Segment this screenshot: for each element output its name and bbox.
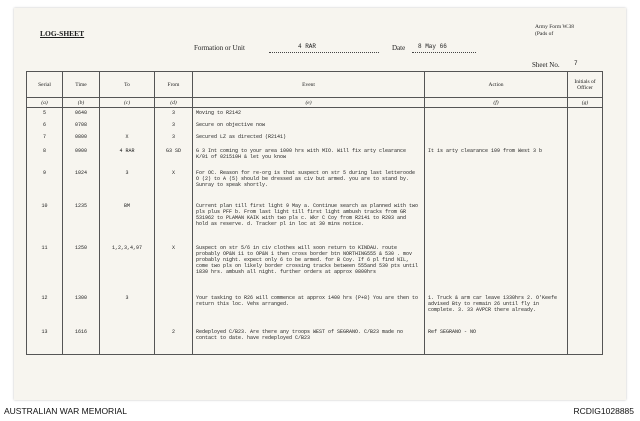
initials-cell <box>568 146 603 168</box>
log-entry-row <box>27 108 603 120</box>
column-header-serial: Serial <box>27 72 63 98</box>
formation-value: 4 RAR <box>298 43 317 50</box>
event-cell: Secure on objective now <box>193 120 425 132</box>
initials-cell <box>568 120 603 132</box>
action-cell <box>425 108 568 120</box>
log-entry-row <box>27 132 603 146</box>
serial-cell: 10 <box>27 201 63 243</box>
from-cell <box>155 201 193 243</box>
to-cell: BM <box>100 201 155 243</box>
log-entry-row <box>27 146 603 168</box>
serial-cell: 11 <box>27 243 63 293</box>
serial-cell: 9 <box>27 168 63 201</box>
time-cell: 1250 <box>63 243 100 293</box>
log-sheet-title: LOG-SHEET <box>40 29 85 38</box>
serial-cell: 7 <box>27 132 63 146</box>
initials-cell <box>568 327 603 355</box>
initials-cell <box>568 201 603 243</box>
event-cell: Redeployed C/B23. Are there any troops WEST of SEGRANO. C/B23 made no contact to date. have redeployed C/B23 <box>193 327 425 355</box>
event-cell: Current plan till first light 9 May a. Continue search as planned with two pls plus PFF b. From last light till first light ambush tracks from GR 531962 to PLAMAN KAIK with two pls c. Wkr C Coy from R2141 to R203 and hold as reserve. d. Tracker pl in loc at 30 mins notice. <box>193 201 425 243</box>
log-table <box>26 71 603 355</box>
time-cell: 1300 <box>63 293 100 327</box>
initials-cell <box>568 108 603 120</box>
column-letter-e: (e) <box>193 98 425 108</box>
serial-cell: 13 <box>27 327 63 355</box>
from-cell: 3 <box>155 132 193 146</box>
column-header-from: From <box>155 72 193 98</box>
time-cell: 0800 <box>63 132 100 146</box>
column-letter-f: (f) <box>425 98 568 108</box>
event-cell: Secured LZ as directed (R2141) <box>193 132 425 146</box>
initials-cell <box>568 132 603 146</box>
footer-archive-name: AUSTRALIAN WAR MEMORIAL <box>4 406 127 416</box>
action-cell <box>425 132 568 146</box>
army-form-number <box>535 24 574 37</box>
from-cell: 3 <box>155 108 193 120</box>
column-letter-c: (c) <box>100 98 155 108</box>
action-cell: 1. Truck & arm car leave 1330hrs 2. O'Keefe advised Bty to remain 26 until fly in complete. 3. 33 AVPCR there already. <box>425 293 568 327</box>
to-cell: X <box>100 132 155 146</box>
from-cell: G3 SD <box>155 146 193 168</box>
column-header-time: Time <box>63 72 100 98</box>
to-cell: 3 <box>100 168 155 201</box>
column-letter-g: (g) <box>568 98 603 108</box>
from-cell <box>155 293 193 327</box>
action-cell <box>425 243 568 293</box>
log-entry-row <box>27 168 603 201</box>
log-entry-row <box>27 243 603 293</box>
from-cell: X <box>155 168 193 201</box>
event-cell: For OC. Reason for re-org is that suspect on str 5 during last letteroode O (2) to A (5) should be dressed as civ but armed. you are to stand by. Sunray to speak shortly. <box>193 168 425 201</box>
column-header-initials: Initials of Officer <box>568 72 603 98</box>
from-cell: 2 <box>155 327 193 355</box>
serial-cell: 12 <box>27 293 63 327</box>
event-cell: Suspect on str 5/6 in civ clothes will soon return to KINDAU. route probably OP&N 11 to OP&N 1 then cross border btn NORTHING555 & 530 . mov probably night. expect only 6 to be armed. for B Coy. If 6 pl find NIL, come two pls on likely border crossing tracks between 555and 530 pts until 1830 hrs. ambush all night. further orders at approx 0800hrs <box>193 243 425 293</box>
time-cell: 0640 <box>63 108 100 120</box>
army-form-line-2: (Pads of <box>535 30 554 37</box>
time-cell: 0900 <box>63 146 100 168</box>
log-entry-row <box>27 120 603 132</box>
sheet-number-value: 7 <box>574 60 578 67</box>
to-cell <box>100 120 155 132</box>
column-header-to: To <box>100 72 155 98</box>
to-cell: 3 <box>100 293 155 327</box>
action-cell <box>425 120 568 132</box>
action-cell: It is arty clearance 109 from West 3 b <box>425 146 568 168</box>
action-cell <box>425 168 568 201</box>
log-entries <box>27 108 603 355</box>
date-label: Date <box>392 44 406 52</box>
serial-cell: 5 <box>27 108 63 120</box>
column-header-row <box>27 72 603 98</box>
date-value: 8 May 66 <box>418 43 447 50</box>
column-header-event: Event <box>193 72 425 98</box>
army-form-line-1: Army Form W.38 <box>535 24 574 30</box>
column-letter-d: (d) <box>155 98 193 108</box>
column-letter-a: (a) <box>27 98 63 108</box>
formation-label: Formation or Unit <box>194 44 245 52</box>
time-cell: 1616 <box>63 327 100 355</box>
serial-cell: 6 <box>27 120 63 132</box>
time-cell: 1235 <box>63 201 100 243</box>
to-cell: 1,2,3,4,97 <box>100 243 155 293</box>
initials-cell <box>568 168 603 201</box>
formation-dotted-line <box>269 52 379 53</box>
log-entry-row <box>27 327 603 355</box>
column-header-action: Action <box>425 72 568 98</box>
event-cell: Your tasking to R26 will commence at approx 1400 hrs (P+8) You are then to return this loc. Vehs arranged. <box>193 293 425 327</box>
to-cell <box>100 108 155 120</box>
action-cell <box>425 201 568 243</box>
action-cell: Ref SEGRANO - NO <box>425 327 568 355</box>
initials-cell <box>568 293 603 327</box>
from-cell: X <box>155 243 193 293</box>
footer-record-id: RCDIG1028885 <box>573 406 634 416</box>
column-letter-row <box>27 98 603 108</box>
sheet-number-label: Sheet No. <box>532 61 560 69</box>
column-letter-b: (b) <box>63 98 100 108</box>
event-cell: Moving to R2142 <box>193 108 425 120</box>
initials-cell <box>568 243 603 293</box>
time-cell: 0708 <box>63 120 100 132</box>
serial-cell: 8 <box>27 146 63 168</box>
to-cell: 4 RAR <box>100 146 155 168</box>
from-cell: 3 <box>155 120 193 132</box>
event-cell: G 3 Int coming to your area 1000 hrs with MIO. Will fix arty clearance K/01 of 021510H & let you know <box>193 146 425 168</box>
to-cell <box>100 327 155 355</box>
log-entry-row <box>27 293 603 327</box>
log-entry-row <box>27 201 603 243</box>
date-dotted-line <box>412 52 476 53</box>
time-cell: 1024 <box>63 168 100 201</box>
